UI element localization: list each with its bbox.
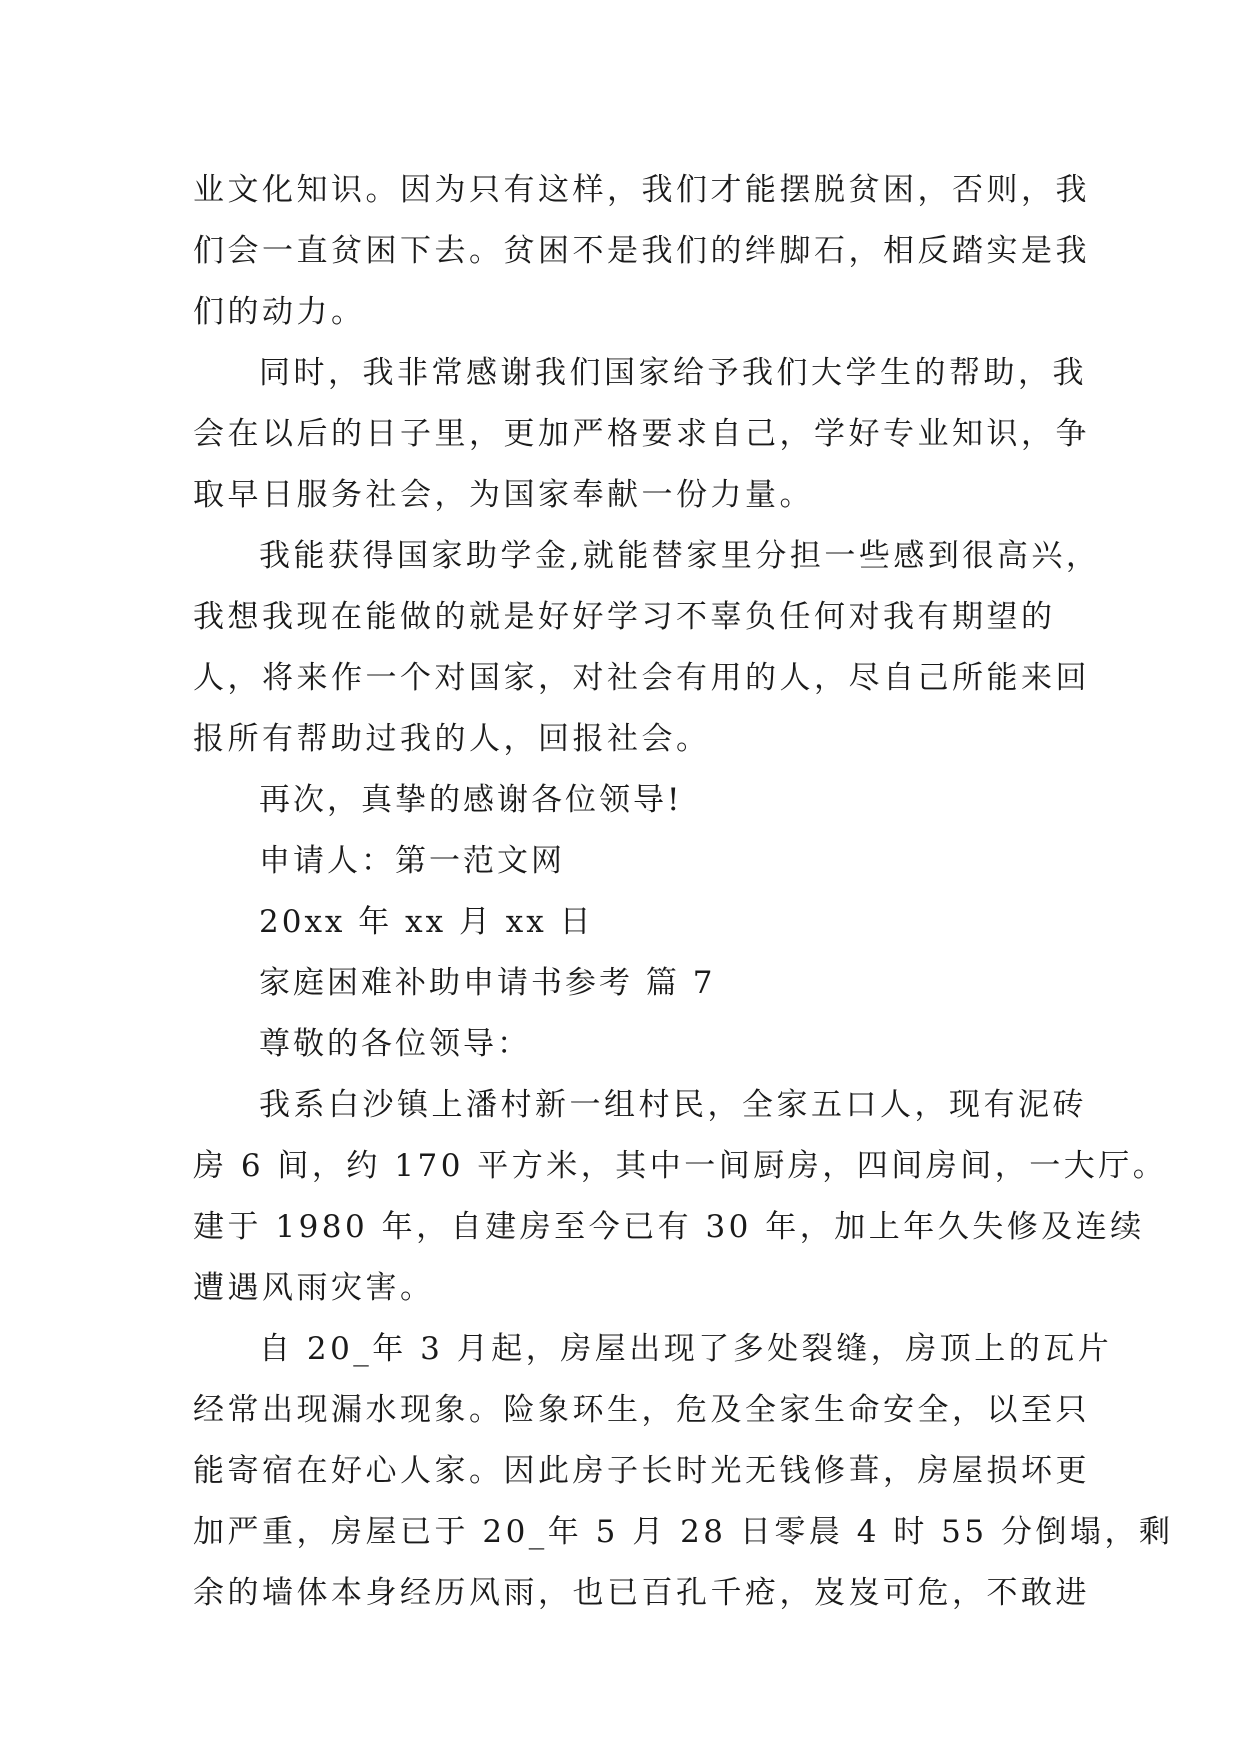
document-page xyxy=(193,160,1174,1624)
text-line: 遭遇风雨灾害。 xyxy=(193,1270,435,1306)
text-line: 余的墙体本身经历风雨，也已百孔千疮，岌岌可危，不敢进 xyxy=(193,1575,1090,1611)
text-line: 们会一直贫困下去。贫困不是我们的绊脚石，相反踏实是我 xyxy=(193,233,1090,269)
section-title: 家庭困难补助申请书参考 篇 7 xyxy=(259,965,716,1001)
text-line: 我系白沙镇上潘村新一组村民，全家五口人，现有泥砖 xyxy=(259,1087,1087,1123)
text-line: 我能获得国家助学金,就能替家里分担一些感到很高兴， xyxy=(259,538,1101,574)
text-line: 房 6 间，约 170 平方米，其中一间厨房，四间房间，一大厅。 xyxy=(193,1148,1168,1184)
salutation: 尊敬的各位领导： xyxy=(259,1026,531,1062)
text-line: 加严重，房屋已于 20_年 5 月 28 日零晨 4 时 55 分倒塌，剩 xyxy=(193,1514,1174,1550)
text-line: 取早日服务社会，为国家奉献一份力量。 xyxy=(193,477,814,513)
text-line: 们的动力。 xyxy=(193,294,366,330)
paragraph-4 xyxy=(193,1075,1168,1319)
paragraph-2 xyxy=(193,343,1090,526)
text-line: 建于 1980 年，自建房至今已有 30 年，加上年久失修及连续 xyxy=(193,1209,1145,1245)
date-line: 20xx 年 xx 月 xx 日 xyxy=(259,904,594,940)
paragraph-3 xyxy=(193,526,1101,770)
paragraph-1 xyxy=(193,160,1090,343)
applicant-line: 申请人：第一范文网 xyxy=(259,843,565,879)
text-line: 经常出现漏水现象。险象环生，危及全家生命安全，以至只 xyxy=(193,1392,1090,1428)
text-line: 我想我现在能做的就是好好学习不辜负任何对我有期望的 xyxy=(193,599,1056,635)
paragraph-5 xyxy=(193,1319,1174,1624)
text-line: 报所有帮助过我的人，回报社会。 xyxy=(193,721,711,757)
text-line: 自 20_年 3 月起，房屋出现了多处裂缝，房顶上的瓦片 xyxy=(259,1331,1113,1367)
text-line: 能寄宿在好心人家。因此房子长时光无钱修葺，房屋损坏更 xyxy=(193,1453,1090,1489)
text-line: 同时，我非常感谢我们国家给予我们大学生的帮助，我 xyxy=(259,355,1087,391)
closing-line: 再次，真挚的感谢各位领导! xyxy=(259,782,683,818)
text-line: 会在以后的日子里，更加严格要求自己，学好专业知识，争 xyxy=(193,416,1090,452)
text-line: 业文化知识。因为只有这样，我们才能摆脱贫困，否则，我 xyxy=(193,172,1090,208)
text-line: 人，将来作一个对国家，对社会有用的人，尽自己所能来回 xyxy=(193,660,1090,696)
